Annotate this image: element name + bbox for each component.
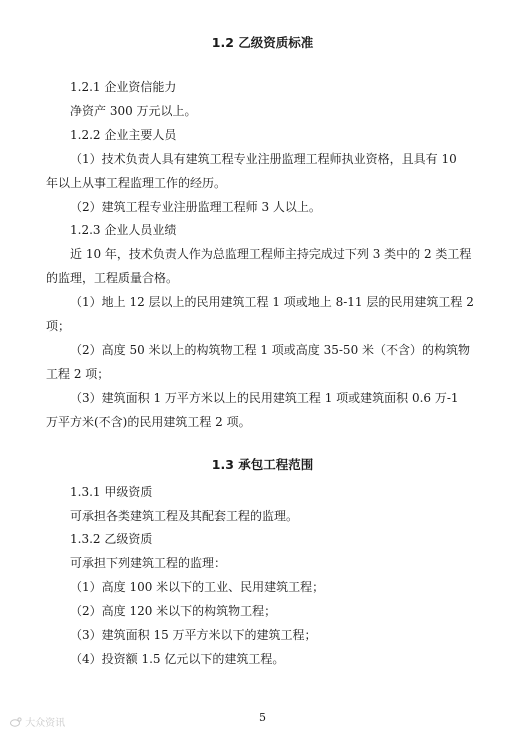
section-1-2-2-item2: （2）建筑工程专业注册监理工程师 3 人以上。 — [70, 200, 321, 214]
heading-qualification-b: 1.2 乙级资质标准 — [211, 35, 314, 50]
section-1-3-1-title: 1.3.1 甲级资质 — [70, 485, 153, 499]
section-1-3-1-text: 可承担各类建筑工程及其配套工程的监理。 — [70, 509, 299, 523]
section-1-2-1-title: 1.2.1 企业资信能力 — [70, 80, 177, 94]
section-1-2-3-item2-line1: （2）高度 50 米以上的构筑物工程 1 项或高度 35-50 米（不含）的构筑物 — [70, 343, 471, 357]
section-1-2-3-item1-line1: （1）地上 12 层以上的民用建筑工程 1 项或地上 8-11 层的民用建筑工程 2 — [70, 295, 474, 309]
section-1-3-2-item1: （1）高度 100 米以下的工业、民用建筑工程； — [70, 580, 325, 594]
section-1-2-2-item1-line2: 年以上从事工程监理工作的经历。 — [46, 176, 227, 190]
section-1-2-3-item2-line2: 工程 2 项； — [46, 367, 110, 381]
heading-contract-scope: 1.3 承包工程范围 — [211, 457, 314, 472]
section-1-2-3-intro-line2: 的监理，工程质量合格。 — [46, 271, 179, 285]
section-1-3-2-item2: （2）高度 120 米以下的构筑物工程； — [70, 604, 277, 618]
section-1-3-2-text: 可承担下列建筑工程的监理： — [70, 556, 227, 570]
section-1-2-1-text: 净资产 300 万元以上。 — [70, 104, 197, 118]
section-1-3-2-item3: （3）建筑面积 15 万平方米以下的建筑工程； — [70, 628, 317, 642]
section-1-3-2-title: 1.3.2 乙级资质 — [70, 532, 153, 546]
section-1-2-3-item3-line2: 万平方米(不含)的民用建筑工程 2 项。 — [46, 415, 251, 429]
page-number: 5 — [259, 711, 266, 724]
watermark — [10, 714, 65, 729]
watermark-logo-icon — [10, 718, 25, 729]
section-1-2-3-intro-line1: 近 10 年，技术负责人作为总监理工程师主持完成过下列 3 类中的 2 类工程 — [70, 247, 472, 261]
section-1-2-2-title: 1.2.2 企业主要人员 — [70, 128, 177, 142]
section-1-2-3-item1-line2: 项； — [46, 319, 71, 333]
section-1-2-2-item1-line1: （1）技术负责人具有建筑工程专业注册监理工程师执业资格，且具有 10 — [70, 152, 457, 166]
watermark-text: 大众资讯 — [25, 718, 66, 729]
section-1-2-3-title: 1.2.3 企业人员业绩 — [70, 223, 177, 237]
section-1-3-2-item4: （4）投资额 1.5 亿元以下的建筑工程。 — [70, 652, 285, 666]
section-1-2-3-item3-line1: （3）建筑面积 1 万平方米以上的民用建筑工程 1 项或建筑面积 0.6 万-1 — [70, 391, 459, 405]
